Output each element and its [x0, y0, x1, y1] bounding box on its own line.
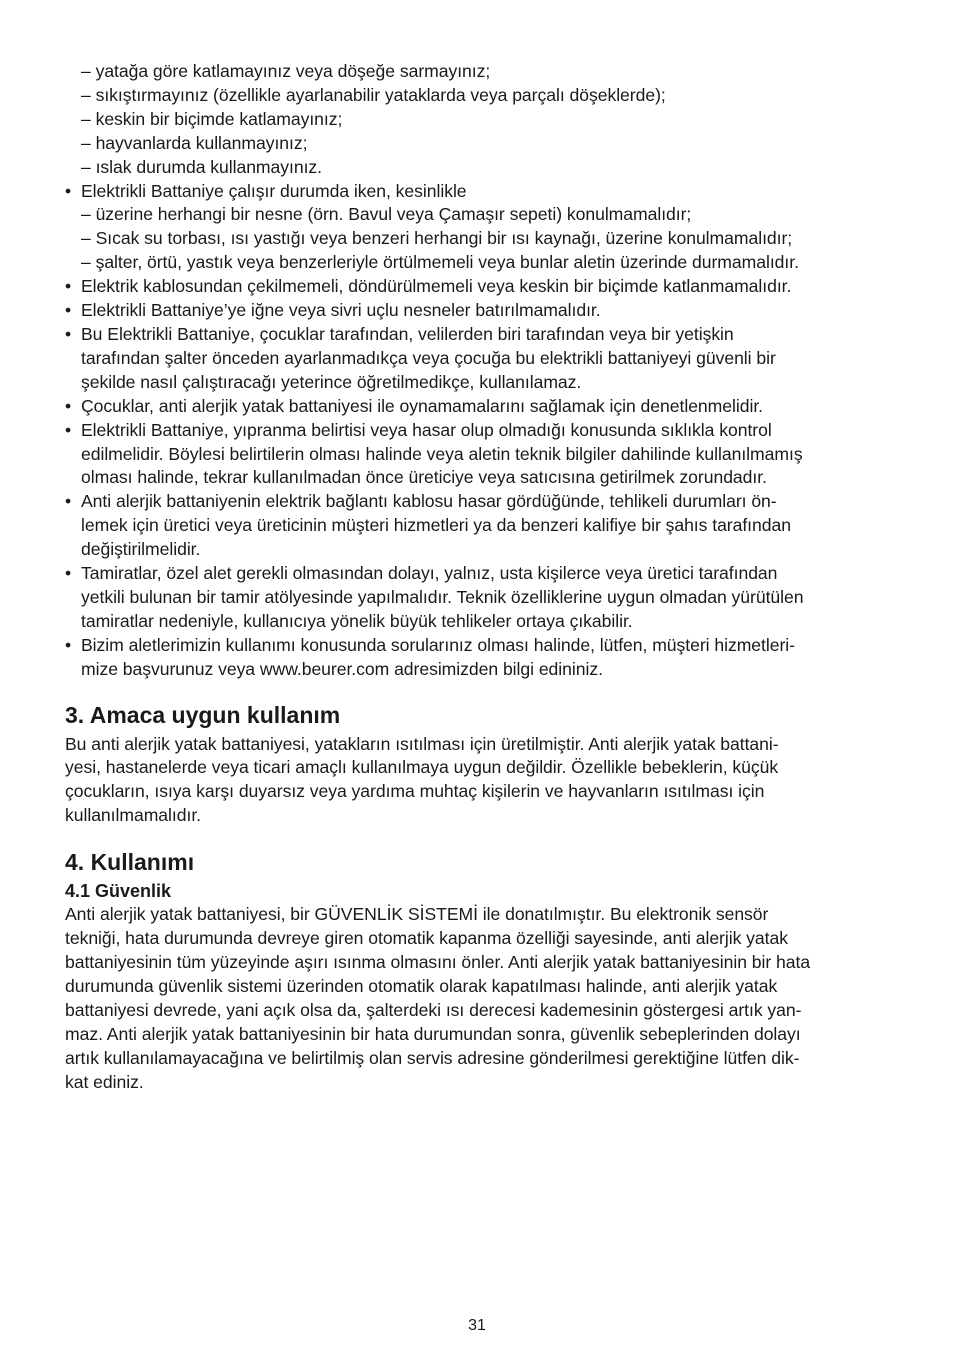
paragraph-line: yesi, hastanelerde veya ticari amaçlı kullanılmaya uygun değildir. Özellikle bebeklerin, küçük: [65, 757, 779, 778]
sub-list-item: – Sıcak su torbası, ısı yastığı veya benzeri herhangi bir ısı kaynağı, üzerine konulmamalıdır;: [81, 228, 793, 249]
bullet-text: olması halinde, tekrar kullanılmadan önce üreticiye veya satıcısına getirilmek zorundadır.: [81, 467, 767, 488]
document-page: [65, 60, 895, 1094]
top-dash-list: [65, 60, 895, 180]
bullet-mark: •: [65, 323, 72, 344]
bullet-item: [65, 299, 895, 323]
bullet-mark: •: [65, 419, 72, 440]
bullet-text: değiştirilmelidir.: [81, 539, 201, 560]
list-item: – hayvanlarda kullanmayınız;: [81, 132, 308, 153]
bullet-text: Elektrikli Battaniye, yıpranma belirtisi veya hasar olup olmadığı konusunda sıklıkla kontrol: [81, 419, 772, 440]
list-item: – sıkıştırmayınız (özellikle ayarlanabilir yataklarda veya parçalı döşeklerde);: [81, 84, 666, 105]
list-item: – yatağa göre katlamayınız veya döşeğe sarmayınız;: [81, 61, 491, 81]
bullet-mark: •: [65, 634, 72, 655]
list-item: – ıslak durumda kullanmayınız.: [81, 156, 323, 177]
paragraph-line: artık kullanılamayacağına ve belirtilmiş olan servis adresine gönderilmesi gerektiğine lütfen dik-: [65, 1047, 800, 1068]
bullet-text: Bizim aletlerimizin kullanımı konusunda sorularınız olması halinde, lütfen, müşteri hizmetleri-: [81, 634, 795, 655]
bullet-item: [65, 562, 895, 634]
paragraph-line: battaniyesi devrede, yani açık olsa da, şalterdeki ısı derecesi kademesinin göstergesi artık yan-: [65, 999, 802, 1020]
bullet-text: Bu Elektrikli Battaniye, çocuklar tarafından, velilerden biri tarafından veya bir yetişkin: [81, 323, 734, 344]
bullet-text: Elektrik kablosundan çekilmemeli, döndürülmemeli veya keskin bir biçimde katlanmamalıdır.: [81, 276, 792, 297]
bullet-item: [65, 490, 895, 562]
paragraph-line: çocukların, ısıya karşı duyarsız veya yardıma muhtaç kişilerin ve hayvanların ısıtılması için: [65, 781, 765, 802]
bullet-mark: •: [65, 276, 72, 297]
section-heading: 4. Kullanımı: [65, 849, 195, 876]
subsection-heading: 4.1 Güvenlik: [65, 881, 172, 902]
bullet-item: [65, 323, 895, 395]
bullet-mark: •: [65, 563, 72, 584]
paragraph-line: Anti alerjik yatak battaniyesi, bir GÜVENLİK SİSTEMİ ile donatılmıştır. Bu elektronik sensör: [65, 904, 769, 925]
sub-list-item: – şalter, örtü, yastık veya benzerleriyle örtülmemeli veya bunlar aletin üzerinde durmamalıdır.: [81, 252, 799, 273]
bullet-item: [65, 395, 895, 419]
bullet-text: Elektrikli Battaniye’ye iğne veya sivri uçlu nesneler batırılmamalıdır.: [81, 300, 601, 321]
list-item: – keskin bir biçimde katlamayınız;: [81, 108, 343, 129]
bullet-text: Tamiratlar, özel alet gerekli olmasından dolayı, yalnız, usta kişilerce veya üretici tarafından: [81, 563, 778, 584]
bullet-text: lemek için üretici veya üreticinin müşteri hizmetleri ya da benzeri kalifiye bir şahıs tarafından: [81, 515, 791, 536]
bullet-text: Çocuklar, anti alerjik yatak battaniyesi ile oynamamalarını sağlamak için denetlenmelidir.: [81, 395, 763, 416]
paragraph-line: battaniyesinin tüm yüzeyinde aşırı ısınma olmasını önler. Anti alerjik yatak battaniyesinin bir hata: [65, 952, 811, 972]
bullet-item: [65, 419, 895, 491]
page-number: 31: [468, 1317, 486, 1334]
section-body: [65, 733, 895, 829]
bullet-text: şekilde nasıl çalıştıracağı yeterince öğretilmedikçe, kullanılamaz.: [81, 371, 582, 392]
paragraph-line: durumunda güvenlik sistemi üzerinden otomatik olarak kapatılması halinde, anti alerjik yatak: [65, 975, 778, 996]
bullet-text: yetkili bulunan bir tamir atölyesinde yapılmalıdır. Teknik özelliklerine uygun olmadan yürütülen: [81, 586, 804, 607]
bullet-mark: •: [65, 180, 72, 201]
bullet-text: Elektrikli Battaniye çalışır durumda iken, kesinlikle: [81, 180, 467, 201]
bullet-item: [65, 275, 895, 299]
bullet-mark: •: [65, 395, 72, 416]
bullet-mark: •: [65, 491, 72, 512]
bullet-item: [65, 180, 895, 276]
sub-list-item: – üzerine herhangi bir nesne (örn. Bavul veya Çamaşır sepeti) konulmamalıdır;: [81, 204, 692, 225]
bullet-text: mize başvurunuz veya www.beurer.com adresimizden bilgi edininiz.: [81, 658, 603, 679]
bullet-text: tamiratlar nedeniyle, kullanıcıya yönelik büyük tehlikeler ortaya çıkabilir.: [81, 610, 633, 631]
section-body: [65, 903, 895, 1094]
bullet-item: [65, 634, 895, 682]
section-heading: 3. Amaca uygun kullanım: [65, 701, 341, 728]
bullet-list: [65, 180, 895, 682]
paragraph-line: kat ediniz.: [65, 1071, 144, 1092]
paragraph-line: Bu anti alerjik yatak battaniyesi, yatakların ısıtılması için üretilmiştir. Anti alerjik yatak battani-: [65, 733, 779, 754]
bullet-text: Anti alerjik battaniyenin elektrik bağlantı kablosu hasar gördüğünde, tehlikeli durumları ön-: [81, 491, 777, 512]
paragraph-line: tekniği, hata durumunda devreye giren otomatik kapanma özelliği sayesinde, anti alerjik yatak: [65, 928, 788, 949]
bullet-mark: •: [65, 300, 72, 321]
bullet-text: tarafından şalter önceden ayarlanmadıkça veya çocuğa bu elektrikli battaniyeyi güvenli bir: [81, 347, 776, 368]
bullet-text: edilmelidir. Böylesi belirtilerin olması halinde veya aletin teknik bilgiler dahilinde kullanılmamış: [81, 443, 803, 464]
paragraph-line: kullanılmamalıdır.: [65, 805, 201, 826]
paragraph-line: maz. Anti alerjik yatak battaniyesinin bir hata durumundan sonra, güvenlik sebeplerinden dolayı: [65, 1023, 801, 1044]
